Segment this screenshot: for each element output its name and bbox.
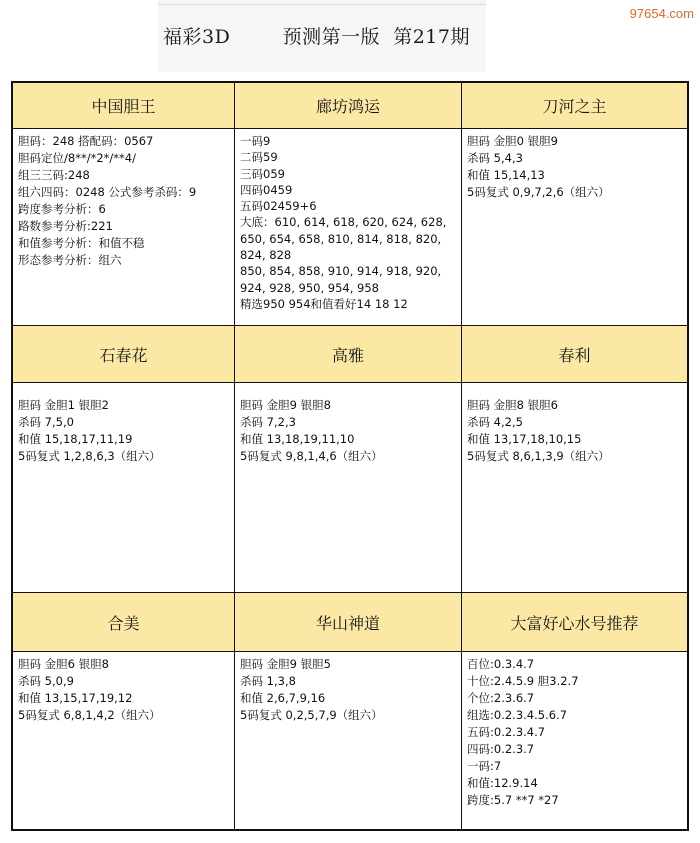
- prediction-line: 和值 15,14,13: [467, 168, 545, 182]
- prediction-line: 5码复式 6,8,1,4,2（组六）: [18, 708, 161, 722]
- prediction-line: 和值 15,18,17,11,19: [18, 432, 133, 446]
- prediction-line: 650, 654, 658, 810, 814, 818, 820,: [240, 231, 442, 246]
- expert-header-chunli: 春利: [462, 326, 687, 383]
- prediction-line: 5码复式 0,2,5,7,9（组六）: [240, 708, 383, 722]
- prediction-line: 胆码 金胆8 银胆6: [467, 398, 558, 412]
- expert-header-dafu-haoxinshui: 大富好心水号推荐: [462, 593, 687, 652]
- prediction-line: 个位:2.3.6.7: [467, 691, 535, 705]
- prediction-line: 和值 2,6,7,9,16: [240, 691, 326, 705]
- prediction-line: 胆码定位/8**/*2*/**4/: [18, 151, 136, 165]
- site-watermark: 97654.com: [629, 6, 694, 21]
- expert-header-daohe-zhizhu: 刀河之主: [462, 83, 687, 129]
- prediction-line: 杀码 7,5,0: [18, 415, 74, 429]
- prediction-line: 精选950 954和值看好14 18 12: [240, 296, 408, 311]
- expert-body-huashan-shendao: [235, 652, 462, 829]
- prediction-line: 和值 13,18,19,11,10: [240, 432, 355, 446]
- prediction-line: 四码:0.2.3.7: [467, 742, 535, 756]
- prediction-line: 跨度参考分析：6: [18, 202, 106, 216]
- expert-body-gaoya: [235, 383, 462, 593]
- expert-body-daohe-zhizhu: [462, 129, 687, 326]
- prediction-line: 杀码 1,3,8: [240, 674, 296, 688]
- expert-header-hemei: 合美: [13, 593, 235, 652]
- prediction-line: 跨度:5.7 **7 *27: [467, 793, 559, 807]
- prediction-line: 杀码 4,2,5: [467, 415, 523, 429]
- prediction-line: 和值参考分析：和值不稳: [18, 236, 145, 250]
- page-title: 福彩3D 预测第一版 第217期: [163, 26, 470, 48]
- prediction-line: 形态参考分析：组六: [18, 253, 122, 267]
- prediction-line: 850, 854, 858, 910, 914, 918, 920,: [240, 264, 442, 279]
- prediction-line: 杀码 7,2,3: [240, 415, 296, 429]
- prediction-line: 5码复式 1,2,8,6,3（组六）: [18, 449, 161, 463]
- expert-header-zhongguo-danwang: 中国胆王: [13, 83, 235, 129]
- prediction-line: 5码复式 8,6,1,3,9（组六）: [467, 449, 610, 463]
- prediction-line: 一码9: [240, 134, 271, 148]
- prediction-line: 路数参考分析:221: [18, 219, 113, 233]
- expert-body-dafu-haoxinshui: [462, 652, 687, 829]
- banner-rule: [158, 4, 486, 5]
- prediction-line: 二码59: [240, 150, 278, 165]
- prediction-line: 和值:12.9.14: [467, 776, 538, 790]
- prediction-line: 824, 828: [240, 248, 292, 263]
- expert-body-chunli: [462, 383, 687, 593]
- expert-header-gaoya: 高雅: [235, 326, 462, 383]
- expert-body-langfang-hongyun: [235, 129, 462, 326]
- prediction-line: 胆码 金胆6 银胆8: [18, 657, 109, 671]
- prediction-line: 和值 13,15,17,19,12: [18, 691, 133, 705]
- prediction-line: 胆码 金胆9 银胆5: [240, 657, 331, 671]
- prediction-line: 5码复式 0,9,7,2,6（组六）: [467, 185, 610, 199]
- prediction-line: 杀码 5,0,9: [18, 674, 74, 688]
- expert-header-huashan-shendao: 华山神道: [235, 593, 462, 652]
- prediction-line: 百位:0.3.4.7: [467, 657, 535, 671]
- prediction-line: 杀码 5,4,3: [467, 151, 523, 165]
- prediction-line: 5码复式 9,8,1,4,6（组六）: [240, 449, 383, 463]
- prediction-line: 组六四码：0248 公式参考杀码：9: [18, 185, 197, 199]
- prediction-line: 五码02459+6: [240, 199, 317, 214]
- expert-body-zhongguo-danwang: [13, 129, 235, 326]
- prediction-line: 一码:7: [467, 759, 502, 773]
- prediction-line: 924, 928, 950, 954, 958: [240, 280, 379, 295]
- prediction-line: 胆码：248 搭配码：0567: [18, 134, 154, 148]
- expert-body-hemei: [13, 652, 235, 829]
- expert-body-shi-chunhua: [13, 383, 235, 593]
- expert-header-langfang-hongyun: 廊坊鸿运: [235, 83, 462, 129]
- prediction-line: 组三三码:248: [18, 168, 90, 182]
- prediction-line: 胆码 金胆0 银胆9: [467, 134, 558, 148]
- prediction-line: 五码:0.2.3.4.7: [467, 725, 546, 739]
- prediction-line: 四码0459: [240, 182, 293, 197]
- prediction-line: 三码059: [240, 166, 285, 181]
- prediction-board: [11, 81, 689, 831]
- prediction-line: 和值 13,17,18,10,15: [467, 432, 582, 446]
- prediction-line: 大底：610, 614, 618, 620, 624, 628,: [240, 215, 447, 230]
- prediction-line: 胆码 金胆9 银胆8: [240, 398, 331, 412]
- prediction-line: 胆码 金胆1 银胆2: [18, 398, 109, 412]
- expert-header-shi-chunhua: 石春花: [13, 326, 235, 383]
- prediction-line: 组选:0.2.3.4.5.6.7: [467, 708, 568, 722]
- prediction-line: 十位:2.4.5.9 胆3.2.7: [467, 674, 579, 688]
